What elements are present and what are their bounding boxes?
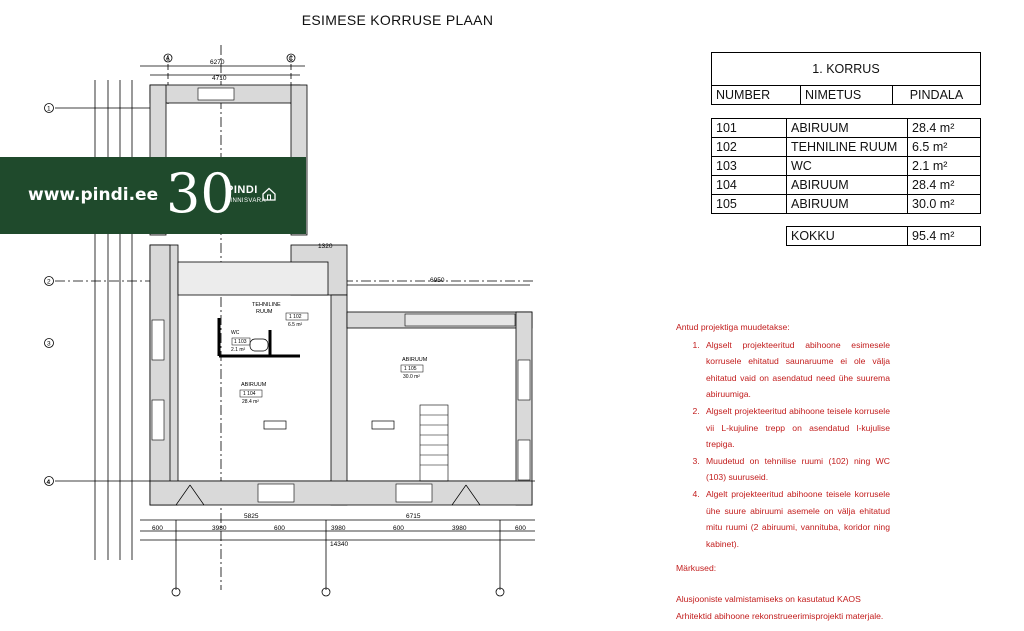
room-area: 30.0 m² <box>908 195 981 214</box>
total-value: 95.4 m² <box>908 227 981 246</box>
room-name: ABIRUUM <box>787 195 908 214</box>
list-item: 3. Muudetud on tehnilise ruumi (102) ning WC (103) suuruseid. <box>702 453 890 486</box>
grid-label-3: 3 <box>47 340 51 348</box>
room-number: 105 <box>712 195 787 214</box>
change-notes <box>676 319 890 624</box>
room-area: 28.4 m² <box>908 119 981 138</box>
dim-mid-left: 5825 <box>244 513 259 520</box>
room-name: ABIRUUM <box>787 119 908 138</box>
room-number: 104 <box>712 176 787 195</box>
dim-bottom-6: 3980 <box>452 525 467 532</box>
grid-label-2: 2 <box>47 278 51 286</box>
col-header-area: PINDALA <box>892 86 980 105</box>
grid-label-4: 4 <box>46 479 51 486</box>
room-105-id: 1 105 <box>404 366 417 372</box>
list-item: 4. Algelt projekteeritud abihoone teisele korrusele ühe suure abiruumi asemele on välja ehitatud mitu ruumi (2 abiruumi, vannituba, koridor ning kabinet). <box>702 486 890 552</box>
dim-1320: 1320 <box>318 243 333 250</box>
grid-label-c: C <box>288 55 294 63</box>
dim-mid-right: 6715 <box>406 513 421 520</box>
room-104-name: ABIRUUM <box>241 382 267 388</box>
room-105-area: 30.0 m² <box>403 374 420 380</box>
banner-brand: PINDI <box>226 184 258 196</box>
room-102-area: 6.5 m² <box>288 322 303 328</box>
room-104-area: 28.4 m² <box>242 399 259 405</box>
list-item: 1. Algselt projekteeritud abihoone esimesele korrusele ehitatud saunaruume ei ole välja ehitatud vaid on asendatud need ühe suurema abiruumiga. <box>702 337 890 403</box>
floor-title: 1. KORRUS <box>712 53 981 86</box>
room-103-name: WC <box>231 330 240 336</box>
room-103-id: 1 103 <box>234 339 247 345</box>
room-area: 28.4 m² <box>908 176 981 195</box>
page-title: ESIMESE KORRUSE PLAAN <box>301 12 494 28</box>
room-area: 6.5 m² <box>908 138 981 157</box>
col-header-number: NUMBER <box>712 86 801 105</box>
col-header-name: NIMETUS <box>801 86 893 105</box>
banner-url[interactable]: www.pindi.ee <box>28 185 159 205</box>
room-102-id: 1 102 <box>289 314 302 320</box>
table-row <box>712 195 981 214</box>
table-row <box>712 176 981 195</box>
room-table <box>711 118 981 214</box>
table-row <box>712 138 981 157</box>
room-number: 101 <box>712 119 787 138</box>
floor-summary-header <box>711 52 981 105</box>
room-104-id: 1 104 <box>243 391 256 397</box>
dim-top-inner: 4710 <box>212 75 227 82</box>
room-102-name2: RUUM <box>256 309 273 315</box>
room-102-name: TEHNILINE <box>252 302 281 308</box>
dim-bottom-3: 600 <box>274 525 285 532</box>
notes-heading: Antud projektiga muudetakse: <box>676 322 790 332</box>
total-table <box>786 226 981 246</box>
dim-top-outer: 6270 <box>210 59 225 66</box>
list-item: 2. Algselt projekteeritud abihoone teisele korrusele vii L-kujuline trepp on asendatud l-kujulise trepiga. <box>702 403 890 453</box>
table-row <box>712 119 981 138</box>
notes-footer: Alusjooniste valmistamiseks on kasutatud KAOS Arhitektid abihoone rekonstrueerimisprojekti materjale. <box>676 593 884 621</box>
house-icon <box>262 187 276 201</box>
room-103-area: 2.1 m² <box>231 347 246 353</box>
dim-total: 14340 <box>330 541 349 548</box>
dim-bottom-2: 3980 <box>212 525 227 532</box>
room-number: 102 <box>712 138 787 157</box>
room-105-name: ABIRUUM <box>402 357 428 363</box>
room-name: TEHNILINE RUUM <box>787 138 908 157</box>
room-name: WC <box>787 157 908 176</box>
dim-6950: 6950 <box>430 277 445 284</box>
dim-bottom-5: 600 <box>393 525 404 532</box>
table-row <box>712 157 981 176</box>
banner-sub: KINNISVARA <box>226 198 266 204</box>
total-label: KOKKU <box>787 227 908 246</box>
dim-bottom-4: 3980 <box>331 525 346 532</box>
dim-bottom-1: 600 <box>152 525 163 532</box>
banner-anniversary-number: 30 <box>166 162 235 225</box>
room-name: ABIRUUM <box>787 176 908 195</box>
room-number: 103 <box>712 157 787 176</box>
remarks-label: Märkused: <box>676 563 717 574</box>
room-area: 2.1 m² <box>908 157 981 176</box>
grid-label-1: 1 <box>47 105 51 113</box>
dim-bottom-7: 600 <box>515 525 526 532</box>
grid-label-a: A <box>165 55 170 63</box>
pindi-banner[interactable] <box>0 157 306 234</box>
notes-list <box>676 337 890 553</box>
